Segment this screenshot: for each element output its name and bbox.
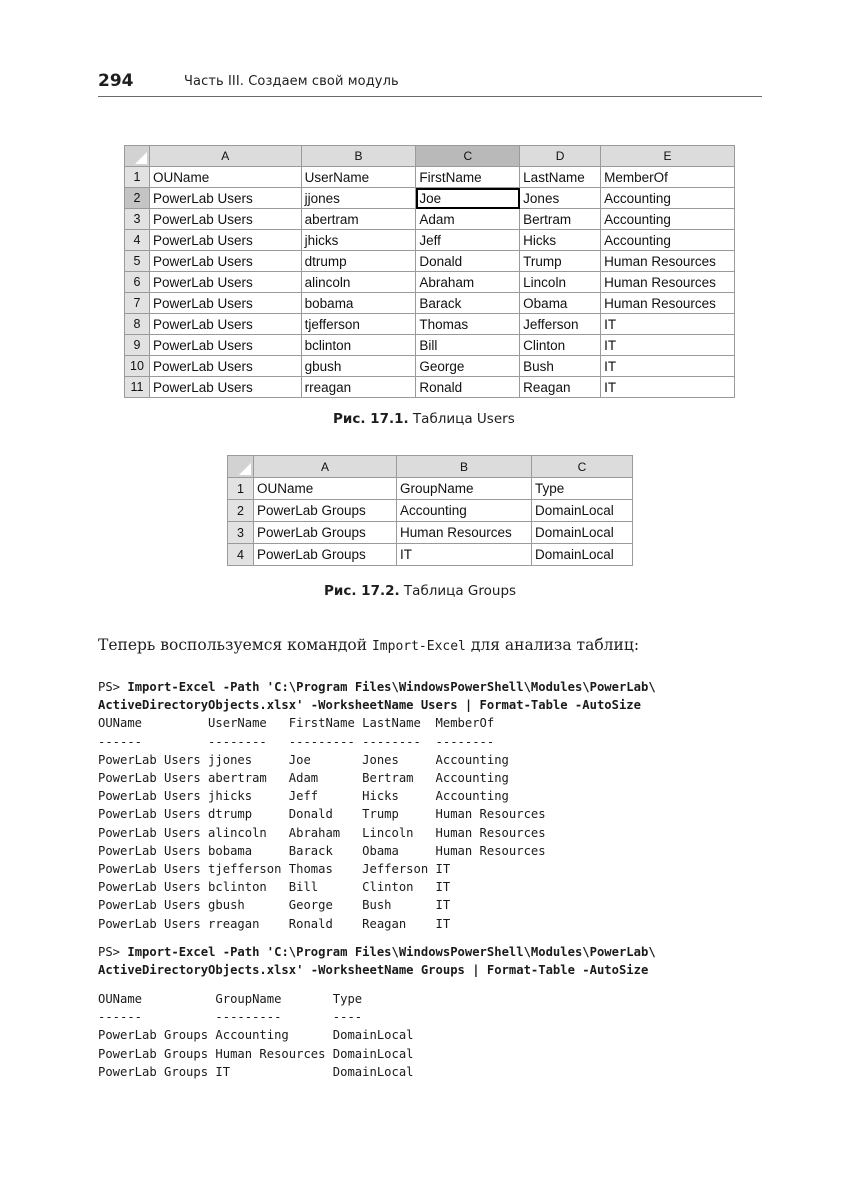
table-cell[interactable]: PowerLab Groups [254, 544, 397, 566]
column-header-b[interactable]: B [301, 146, 416, 167]
row-number[interactable]: 11 [125, 377, 150, 398]
table-cell[interactable]: rreagan [301, 377, 416, 398]
table-cell[interactable]: MemberOf [601, 167, 735, 188]
row-number[interactable]: 3 [125, 209, 150, 230]
command-line-1: Import-Excel -Path 'C:\Program Files\WindowsPowerShell\Modules\PowerLab\ [127, 680, 656, 694]
command-output: OUName UserName FirstName LastName MemberOf ------ -------- --------- -------- -------- PowerLab Users jjones Joe Jones Accounting PowerLab Users abertram Adam Bertram Accounting PowerLab Users jhicks Jeff Hicks Accounting PowerLab Users dtrump Donald Trump Human Resources PowerLab Users alincoln Abraham Lincoln Human Resources PowerLab Users bobama Barack Obama Human Resources PowerLab Users tjefferson Thomas Jefferson IT PowerLab Users bclinton Bill Clinton IT PowerLab Users gbush George Bush IT PowerLab Users rreagan Ronald Reagan IT [98, 716, 546, 931]
column-header-row [228, 456, 633, 478]
table-cell[interactable]: Clinton [520, 335, 601, 356]
table-cell[interactable]: bobama [301, 293, 416, 314]
column-header-e[interactable]: E [601, 146, 735, 167]
table-cell[interactable]: DomainLocal [532, 544, 633, 566]
paragraph-text-before: Теперь воспользуемся командой [98, 636, 372, 654]
column-header-row [125, 146, 735, 167]
caption-label: Рис. 17.1. [333, 411, 409, 427]
table-cell[interactable]: Hicks [520, 230, 601, 251]
table-cell[interactable]: Accounting [601, 230, 735, 251]
table-cell[interactable]: jhicks [301, 230, 416, 251]
table-cell[interactable]: PowerLab Groups [254, 522, 397, 544]
table-cell[interactable]: IT [601, 314, 735, 335]
table-cell[interactable]: DomainLocal [532, 500, 633, 522]
table-cell[interactable]: PowerLab Users [149, 335, 301, 356]
table-cell[interactable]: PowerLab Users [149, 293, 301, 314]
table-cell[interactable]: PowerLab Groups [254, 500, 397, 522]
row-number[interactable]: 1 [228, 478, 254, 500]
table-cell[interactable]: gbush [301, 356, 416, 377]
row-number[interactable]: 7 [125, 293, 150, 314]
table-cell[interactable]: Reagan [520, 377, 601, 398]
command-line-1: Import-Excel -Path 'C:\Program Files\WindowsPowerShell\Modules\PowerLab\ [127, 945, 656, 959]
row-number[interactable]: 9 [125, 335, 150, 356]
select-all-corner[interactable] [228, 456, 254, 478]
row-number[interactable]: 8 [125, 314, 150, 335]
table-cell[interactable]: Barack [416, 293, 520, 314]
table-cell[interactable]: dtrump [301, 251, 416, 272]
table-cell[interactable]: Lincoln [520, 272, 601, 293]
table-row [125, 188, 735, 209]
table-row [125, 356, 735, 377]
table-cell[interactable]: Adam [416, 209, 520, 230]
table-cell[interactable]: Abraham [416, 272, 520, 293]
table-cell[interactable]: FirstName [416, 167, 520, 188]
paragraph-text-after: для анализа таблиц: [465, 636, 640, 654]
table-cell[interactable]: Jeff [416, 230, 520, 251]
caption-text: Таблица Users [412, 411, 515, 427]
table-row [125, 251, 735, 272]
table-cell[interactable]: PowerLab Users [149, 272, 301, 293]
row-number[interactable]: 2 [125, 188, 150, 209]
row-number[interactable]: 4 [125, 230, 150, 251]
table-row [125, 335, 735, 356]
table-row [228, 544, 633, 566]
column-header-a[interactable]: A [149, 146, 301, 167]
table-cell[interactable]: GroupName [397, 478, 532, 500]
table-cell[interactable]: Thomas [416, 314, 520, 335]
table-cell[interactable]: PowerLab Users [149, 251, 301, 272]
caption-label: Рис. 17.2. [324, 583, 400, 599]
table-cell[interactable]: IT [397, 544, 532, 566]
row-number[interactable]: 4 [228, 544, 254, 566]
table-cell[interactable]: Human Resources [397, 522, 532, 544]
column-header-c[interactable]: C [532, 456, 633, 478]
table-row [125, 272, 735, 293]
table-cell[interactable]: abertram [301, 209, 416, 230]
table-cell[interactable]: bclinton [301, 335, 416, 356]
table-cell[interactable]: Jones [520, 188, 601, 209]
command-line-2: ActiveDirectoryObjects.xlsx' -WorksheetName Users | Format-Table -AutoSize [98, 698, 641, 713]
table-cell[interactable]: DomainLocal [532, 522, 633, 544]
table-cell[interactable]: George [416, 356, 520, 377]
table-cell[interactable]: Bill [416, 335, 520, 356]
caption-text: Таблица Groups [403, 583, 517, 599]
table-row [125, 209, 735, 230]
table-cell[interactable]: Human Resources [601, 272, 735, 293]
table-cell[interactable]: Human Resources [601, 293, 735, 314]
table-row [125, 167, 735, 188]
table-row [125, 377, 735, 398]
table-cell[interactable]: PowerLab Users [149, 188, 301, 209]
prompt: PS> [98, 945, 128, 959]
table-cell[interactable]: UserName [301, 167, 416, 188]
row-number[interactable]: 3 [228, 522, 254, 544]
code-block-groups [98, 943, 656, 979]
table-row [125, 293, 735, 314]
table-cell[interactable]: Bush [520, 356, 601, 377]
command-line-2: ActiveDirectoryObjects.xlsx' -WorksheetName Groups | Format-Table -AutoSize [98, 963, 649, 978]
table-row [228, 478, 633, 500]
figure-caption-groups [324, 583, 516, 599]
body-paragraph [98, 636, 639, 654]
select-all-corner[interactable] [125, 146, 150, 167]
table-cell[interactable]: alincoln [301, 272, 416, 293]
table-row [228, 522, 633, 544]
table-cell[interactable]: tjefferson [301, 314, 416, 335]
row-number[interactable]: 5 [125, 251, 150, 272]
table-row [125, 314, 735, 335]
table-cell[interactable]: jjones [301, 188, 416, 209]
table-cell[interactable]: PowerLab Users [149, 377, 301, 398]
code-block-users [98, 678, 656, 933]
table-row [228, 500, 633, 522]
page-header [98, 68, 762, 97]
table-cell[interactable]: Obama [520, 293, 601, 314]
table-cell[interactable]: Donald [416, 251, 520, 272]
column-header-d[interactable]: D [520, 146, 601, 167]
table-cell[interactable]: OUName [254, 478, 397, 500]
page-number: 294 [98, 71, 134, 91]
table-cell[interactable]: PowerLab Users [149, 209, 301, 230]
inline-code: Import-Excel [371, 639, 466, 654]
table-row [125, 230, 735, 251]
table-cell[interactable]: Ronald [416, 377, 520, 398]
table-cell[interactable]: IT [601, 335, 735, 356]
table-cell[interactable]: LastName [520, 167, 601, 188]
figure-caption-users [333, 411, 515, 427]
groups-spreadsheet [227, 455, 633, 566]
table-cell[interactable]: PowerLab Users [149, 314, 301, 335]
table-cell[interactable]: Type [532, 478, 633, 500]
table-cell[interactable]: OUName [149, 167, 301, 188]
table-cell[interactable]: PowerLab Users [149, 230, 301, 251]
chapter-title: Часть III. Создаем свой модуль [184, 74, 399, 89]
table-cell[interactable]: Accounting [397, 500, 532, 522]
table-cell[interactable]: IT [601, 356, 735, 377]
table-cell[interactable]: Accounting [601, 209, 735, 230]
column-header-b[interactable]: B [397, 456, 532, 478]
table-cell[interactable]: PowerLab Users [149, 356, 301, 377]
row-number[interactable]: 1 [125, 167, 150, 188]
row-number[interactable]: 2 [228, 500, 254, 522]
row-number[interactable]: 6 [125, 272, 150, 293]
table-cell[interactable]: Accounting [601, 188, 735, 209]
table-cell[interactable]: Human Resources [601, 251, 735, 272]
column-header-a[interactable]: A [254, 456, 397, 478]
table-cell[interactable]: Trump [520, 251, 601, 272]
prompt: PS> [98, 680, 128, 694]
row-number[interactable]: 10 [125, 356, 150, 377]
table-cell[interactable]: IT [601, 377, 735, 398]
table-cell[interactable]: Joe [416, 188, 520, 209]
command-output-groups: OUName GroupName Type ------ --------- ---- PowerLab Groups Accounting DomainLocal PowerLab Groups Human Resources DomainLocal PowerLab Groups IT DomainLocal [98, 992, 414, 1079]
users-spreadsheet [124, 145, 735, 398]
table-cell[interactable]: Jefferson [520, 314, 601, 335]
column-header-c[interactable]: C [416, 146, 520, 167]
table-cell[interactable]: Bertram [520, 209, 601, 230]
